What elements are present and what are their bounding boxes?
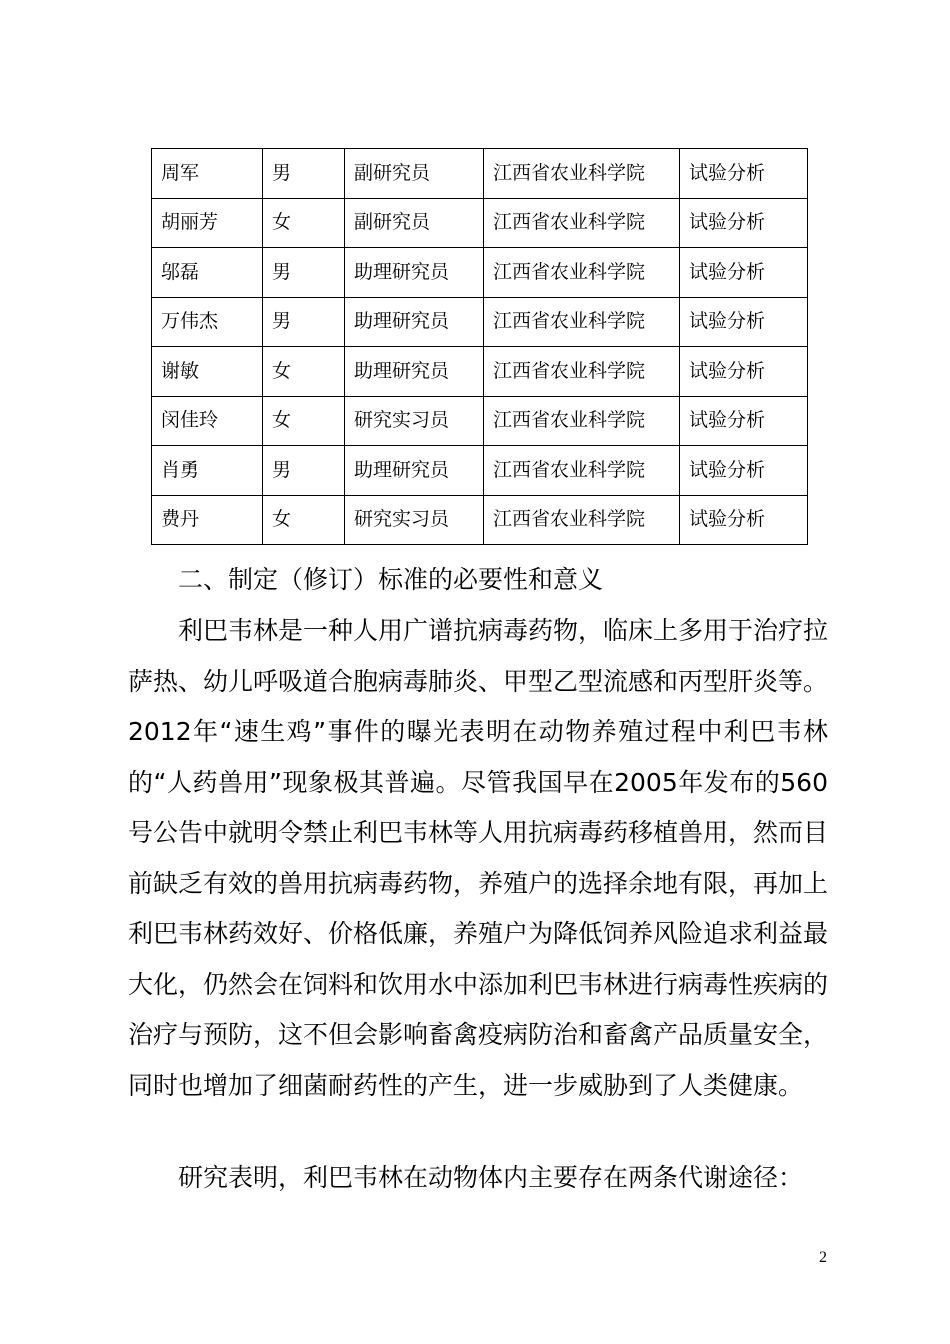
table-row: [152, 396, 808, 446]
table-cell-unit: 江西省农业科学院: [484, 297, 680, 347]
table-cell-gender: 女: [263, 396, 345, 446]
table-cell-unit: 江西省农业科学院: [484, 248, 680, 298]
table-cell-role: 试验分析: [680, 347, 808, 397]
table-cell-title: 副研究员: [345, 149, 484, 199]
table-cell-gender: 男: [263, 248, 345, 298]
table-cell-role: 试验分析: [680, 149, 808, 199]
table-row: [152, 248, 808, 298]
table-cell-unit: 江西省农业科学院: [484, 149, 680, 199]
table-cell-role: 试验分析: [680, 495, 808, 545]
table-cell-gender: 男: [263, 446, 345, 496]
table-cell-unit: 江西省农业科学院: [484, 347, 680, 397]
table-cell-name: 谢敏: [152, 347, 263, 397]
table-cell-title: 研究实习员: [345, 495, 484, 545]
table-row: [152, 446, 808, 496]
table-cell-gender: 男: [263, 297, 345, 347]
table-cell-unit: 江西省农业科学院: [484, 396, 680, 446]
table-row: [152, 347, 808, 397]
table-cell-title: 助理研究员: [345, 347, 484, 397]
table-cell-gender: 女: [263, 198, 345, 248]
table-cell-title: 副研究员: [345, 198, 484, 248]
page-number: 2: [819, 1249, 827, 1266]
table-cell-name: 肖勇: [152, 446, 263, 496]
table-cell-gender: 男: [263, 149, 345, 199]
table-cell-title: 助理研究员: [345, 446, 484, 496]
table-cell-title: 助理研究员: [345, 248, 484, 298]
staff-table: [151, 148, 808, 545]
table-cell-unit: 江西省农业科学院: [484, 198, 680, 248]
table-cell-unit: 江西省农业科学院: [484, 446, 680, 496]
body-paragraph-1: 利巴韦林是一种人用广谱抗病毒药物，临床上多用于治疗拉萨热、幼儿呼吸道合胞病毒肺炎、甲型乙型流感和丙型肝炎等。2012年“速生鸡”事件的曝光表明在动物养殖过程中利巴韦林的“人药兽用”现象极其普遍。尽管我国早在2005年发布的560号公告中就明令禁止利巴韦林等人用抗病毒药移植兽用，然而目前缺乏有效的兽用抗病毒药物，养殖户的选择余地有限，再加上利巴韦林药效好、价格低廉，养殖户为降低饲养风险追求利益最大化，仍然会在饲料和饮用水中添加利巴韦林进行病毒性疾病的治疗与预防，这不但会影响畜禽疫病防治和畜禽产品质量安全，同时也增加了细菌耐药性的产生，进一步威胁到了人类健康。: [128, 616, 829, 1100]
table-cell-unit: 江西省农业科学院: [484, 495, 680, 545]
table-row: [152, 149, 808, 199]
table-cell-role: 试验分析: [680, 248, 808, 298]
table-row: [152, 495, 808, 545]
table-cell-role: 试验分析: [680, 198, 808, 248]
section-heading: 二、制定（修订）标准的必要性和意义: [178, 565, 604, 594]
table-cell-title: 研究实习员: [345, 396, 484, 446]
table-cell-name: 费丹: [152, 495, 263, 545]
staff-table-body: [152, 149, 808, 545]
table-row: [152, 198, 808, 248]
table-cell-name: 万伟杰: [152, 297, 263, 347]
table-cell-title: 助理研究员: [345, 297, 484, 347]
body-paragraph-2: 研究表明，利巴韦林在动物体内主要存在两条代谢途径：: [178, 1163, 804, 1192]
table-cell-name: 邬磊: [152, 248, 263, 298]
table-cell-gender: 女: [263, 495, 345, 545]
table-cell-gender: 女: [263, 347, 345, 397]
table-cell-name: 周军: [152, 149, 263, 199]
table-row: [152, 297, 808, 347]
table-cell-role: 试验分析: [680, 297, 808, 347]
table-cell-role: 试验分析: [680, 396, 808, 446]
table-cell-name: 胡丽芳: [152, 198, 263, 248]
table-cell-name: 闵佳玲: [152, 396, 263, 446]
table-cell-role: 试验分析: [680, 446, 808, 496]
